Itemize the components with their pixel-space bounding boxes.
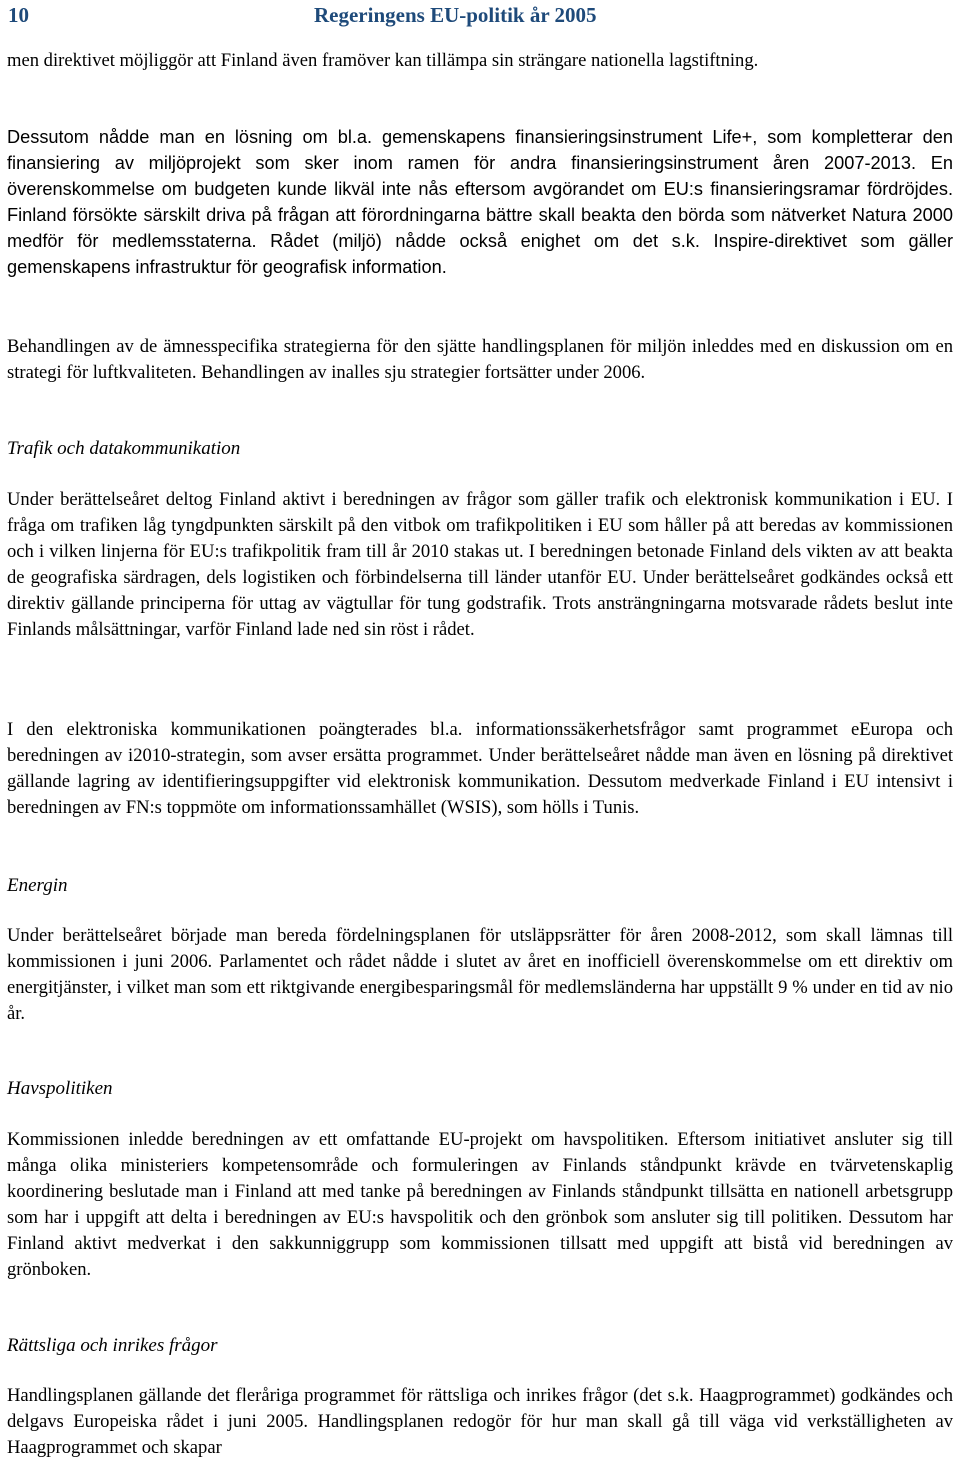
page-header — [7, 0, 953, 37]
section-heading — [7, 873, 953, 899]
paragraph — [7, 487, 953, 642]
paragraph — [7, 1127, 953, 1282]
heading-havspolitiken: Havspolitiken — [7, 1078, 113, 1099]
paragraph-text: I den elektroniska kommunikationen poängterades bl.a. informationssäkerhetsfrågor samt programmet eEuropa och beredningen av i2010-strategin, som avser ersätta programmet. Under berättelseåret nådde man även en lösning på direktivet gällande lagring av identifieringsuppgifter vid elektronisk kommunikation. Dessutom medverkade Finland i EU intensivt i beredningen av FN:s toppmöte om informationssamhället (WSIS), som hölls i Tunis. — [7, 719, 953, 818]
paragraph — [7, 923, 953, 1027]
paragraph-text: Behandlingen av de ämnesspecifika strategierna för den sjätte handlingsplanen för miljön inleddes med en diskussion om en strategi för luftkvaliteten. Behandlingen av inalles sju strategier fortsätter under 2006. — [7, 336, 953, 383]
page-number: 10 — [8, 3, 29, 27]
document-page — [7, 0, 953, 1458]
section-heading — [7, 1076, 953, 1102]
paragraph — [7, 125, 953, 280]
heading-trafik: Trafik och datakommunikation — [7, 438, 241, 459]
heading-rattsliga: Rättsliga och inrikes frågor — [7, 1335, 218, 1356]
paragraph-text: men direktivet möjliggör att Finland även framöver kan tillämpa sin strängare nationella lagstiftning. — [7, 50, 759, 71]
paragraph-text: Dessutom nådde man en lösning om bl.a. gemenskapens finansieringsinstrument Life+, som kompletterar den finansiering av miljöprojekt som sker inom ramen för andra finansieringsinstrument åren 2007-2013. En överenskommelse om budgeten kunde likväl inte nås eftersom avgörandet om EU:s finansieringsramar fördröjdes. Finland försökte särskilt driva på frågan att förordningarna bättre skall beakta den börda som nätverket Natura 2000 medför för medlemsstaterna. Rådet (miljö) nådde också enighet om det s.k. Inspire-direktivet som gäller gemenskapens infrastruktur för geografisk information. — [7, 127, 953, 277]
paragraph-text: Under berättelseåret deltog Finland aktivt i beredningen av frågor som gäller trafik och elektronisk kommunikation i EU. I fråga om trafiken låg tyngdpunkten särskilt på den vitbok om trafikpolitiken i EU som håller på att beredas av kommissionen och i vilken linjerna för EU:s trafikpolitik fram till år 2010 stakas ut. I beredningen betonade Finland dels vikten av att beakta de geografiska särdragen, dels logistiken och förbindelserna till länder utanför EU. Under berättelseåret godkändes också ett direktiv gällande principerna för uttag av vägtullar för tung godstrafik. Trots ansträngningarna motsvarade rådets beslut inte Finlands målsättningar, varför Finland lade ned sin röst i rådet. — [7, 489, 953, 640]
paragraph-text: Handlingsplanen gällande det fleråriga programmet för rättsliga och inrikes frågor (det s.k. Haagprogrammet) godkändes och delgavs Europeiska rådet i juni 2005. Handlingsplanen redogör för hur man skall gå till väga vid verkställigheten av Haagprogrammet och skapar — [7, 1385, 953, 1458]
running-title: Regeringens EU-politik år 2005 — [314, 3, 597, 27]
section-heading — [7, 1333, 953, 1359]
paragraph — [7, 717, 953, 821]
paragraph — [7, 1383, 953, 1461]
paragraph — [7, 48, 953, 74]
paragraph-text: Kommissionen inledde beredningen av ett omfattande EU-projekt om havspolitiken. Eftersom initiativet ansluter sig till många olika ministeriers kompetensområde och formuleringen av Finlands ståndpunkt krävde en tvärvetenskaplig koordinering beslutade man i Finland att med tanke på beredningen av Finlands ståndpunkt tillsätta en nationell arbetsgrupp som har i uppgift att delta i beredningen av EU:s havspolitik och den grönbok som ansluter sig till politiken. Dessutom har Finland aktivt medverkat i den sakkunniggrupp som kommissionen tillsatt med uppgift att bistå vid beredningen av grönboken. — [7, 1129, 953, 1280]
heading-energin: Energin — [7, 875, 68, 896]
paragraph — [7, 334, 953, 386]
section-heading — [7, 436, 953, 462]
paragraph-text: Under berättelseåret började man bereda fördelningsplanen för utsläppsrätter för åren 2008-2012, som skall lämnas till kommissionen i juni 2006. Parlamentet och rådet nådde i slutet av året en inofficiell överenskommelse om ett direktiv om energitjänster, i vilket man som ett riktgivande energibesparingsmål för medlemsländerna har uppställt 9 % under en tid av nio år. — [7, 925, 953, 1024]
